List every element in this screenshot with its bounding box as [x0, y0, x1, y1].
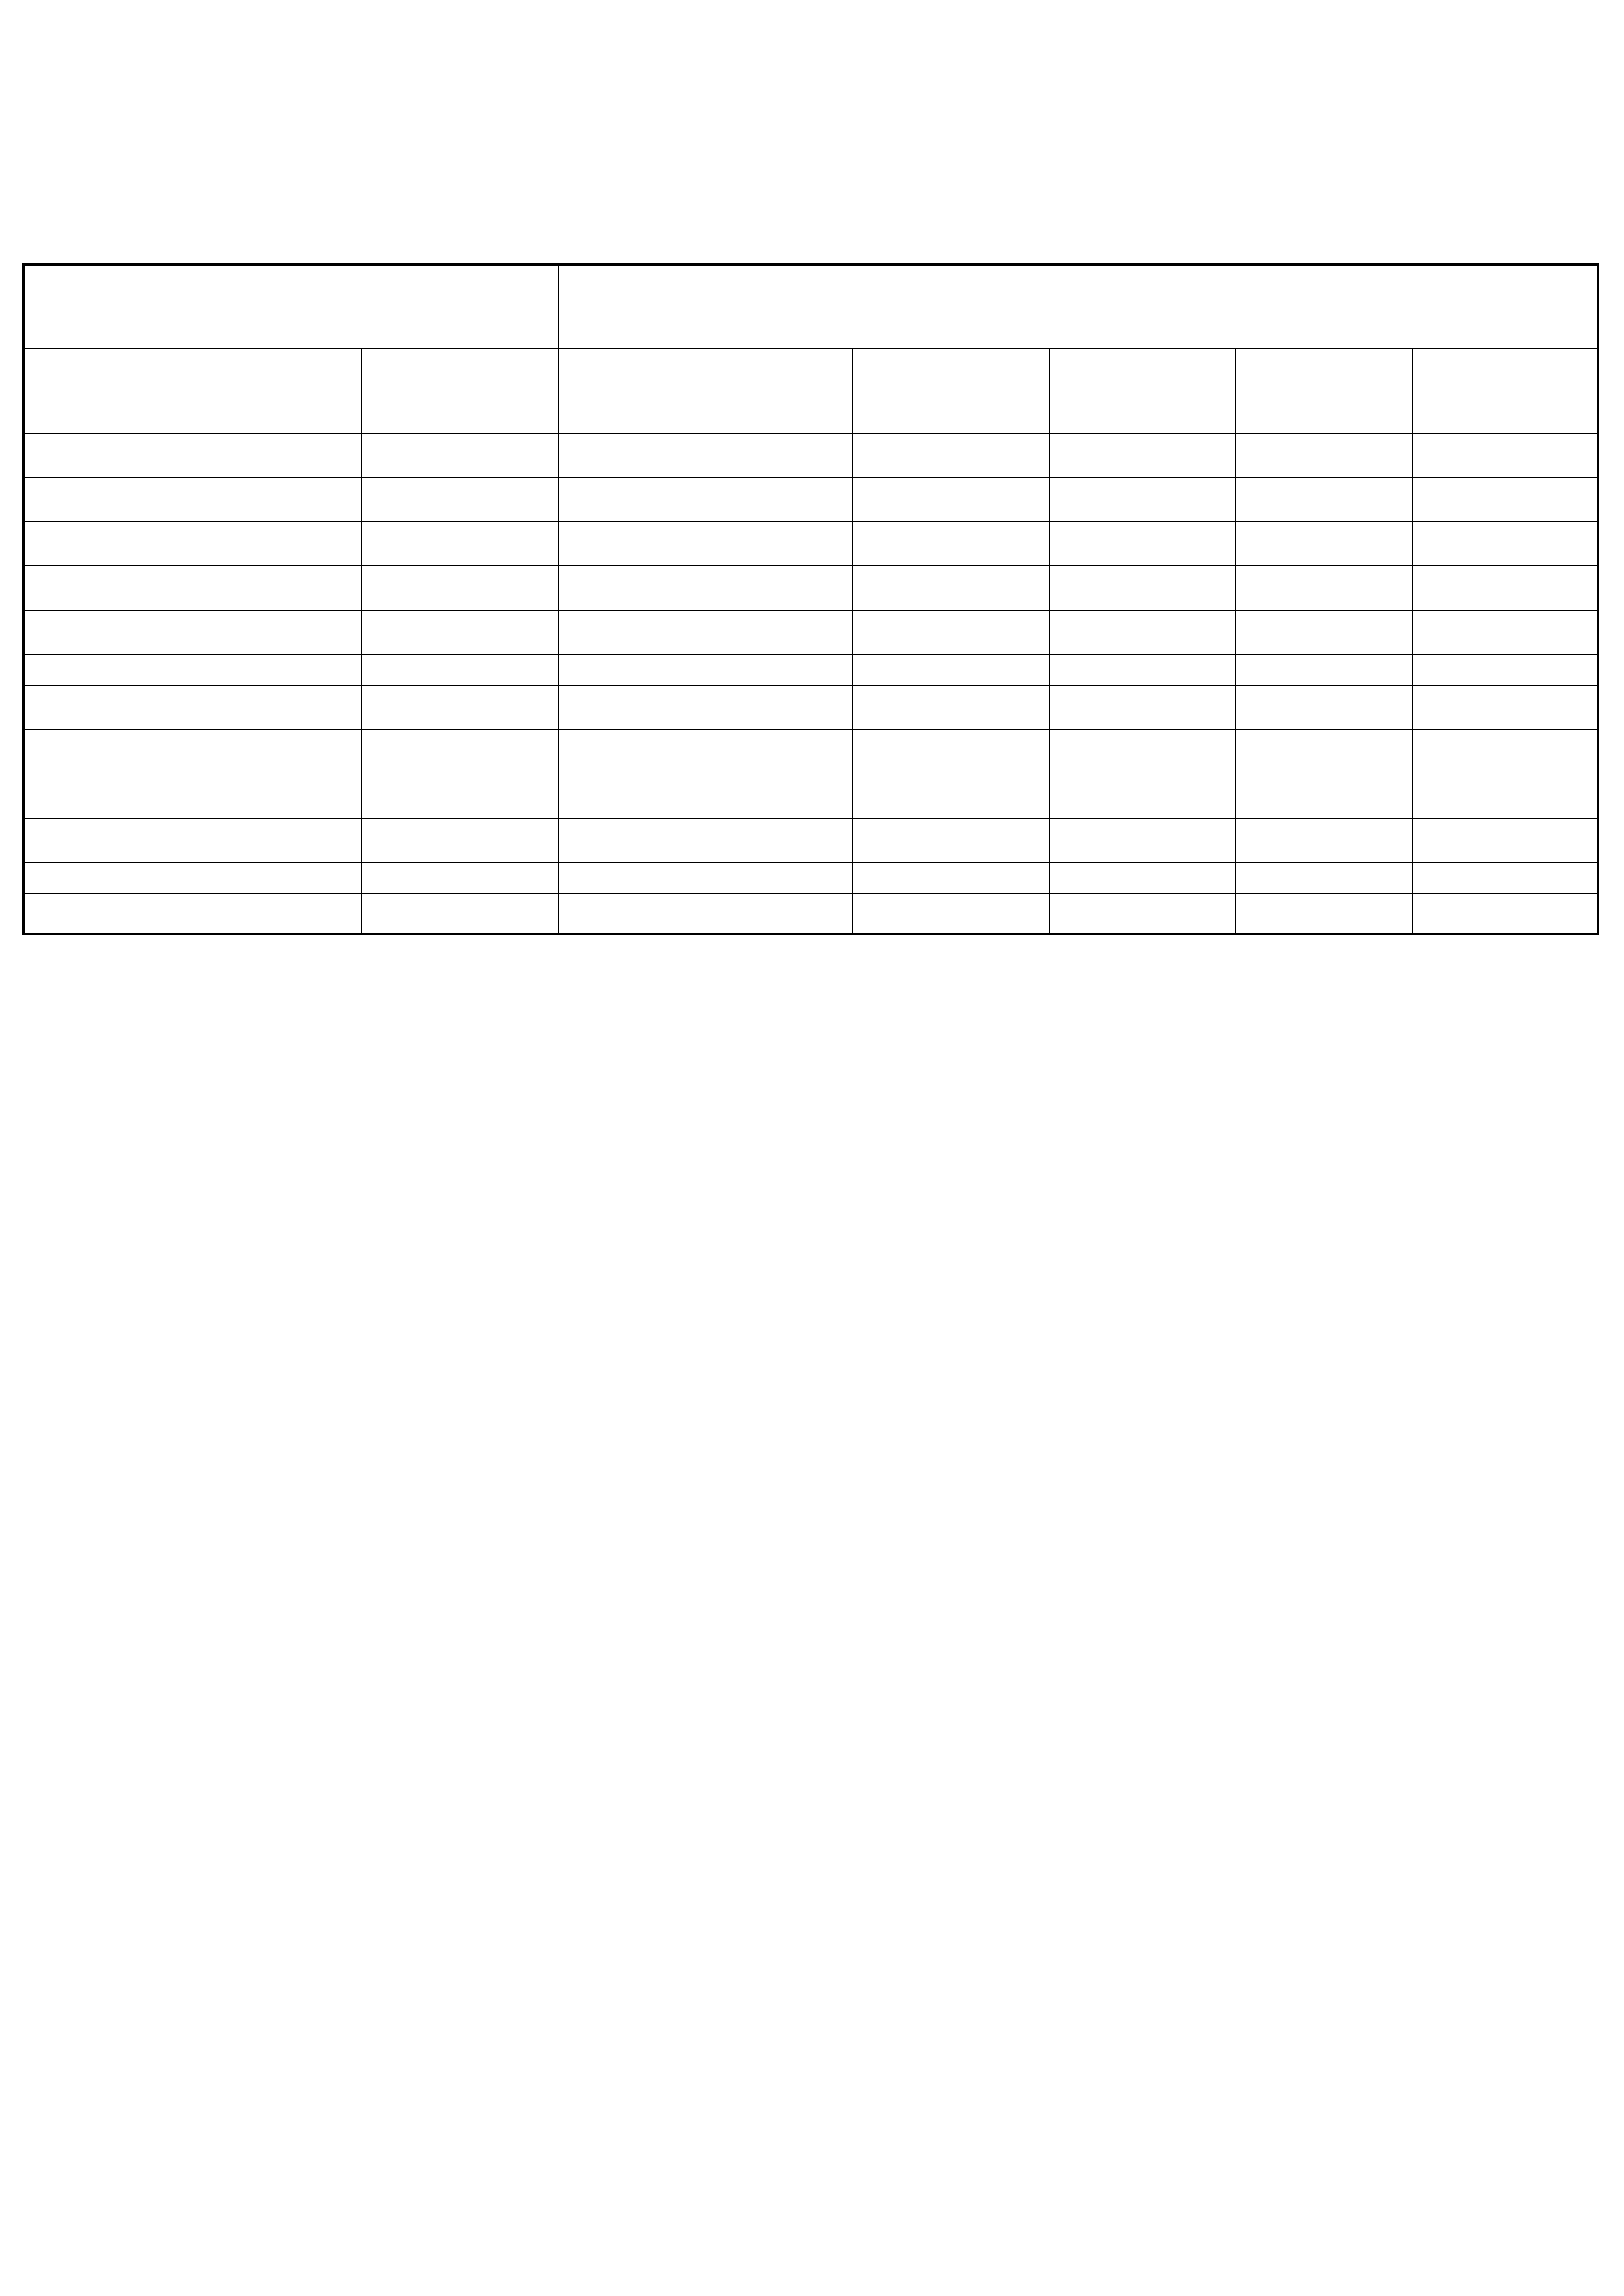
general-budget-cell: [1050, 863, 1236, 894]
fund-budget-cell: [1236, 655, 1413, 686]
expense-total-cell: [853, 655, 1050, 686]
state-capital-cell: [1413, 434, 1598, 478]
income-item-cell: [24, 655, 362, 686]
expense-item-cell: [559, 655, 853, 686]
fund-budget-cell: [1236, 774, 1413, 819]
fund-budget-column-header: [1236, 349, 1413, 434]
fund-budget-cell: [1236, 730, 1413, 774]
fund-budget-cell: [1236, 686, 1413, 730]
expense-total-cell: [853, 819, 1050, 863]
budget-summary-table: [22, 263, 1599, 935]
state-capital-cell: [1413, 655, 1598, 686]
expense-total-cell: [853, 566, 1050, 611]
income-item-cell: [24, 774, 362, 819]
expense-item-cell: [559, 819, 853, 863]
income-budget-cell: [362, 819, 559, 863]
income-budget-cell: [362, 434, 559, 478]
expense-item-cell: [559, 434, 853, 478]
expense-item-cell: [559, 894, 853, 934]
income-item-cell: [24, 894, 362, 934]
income-budget-cell: [362, 863, 559, 894]
expense-total-cell: [853, 730, 1050, 774]
expense-item-cell: [559, 863, 853, 894]
general-budget-cell: [1050, 686, 1236, 730]
general-budget-cell: [1050, 774, 1236, 819]
table-row: [24, 730, 1598, 774]
income-item-cell: [24, 819, 362, 863]
expense-item-cell: [559, 566, 853, 611]
general-budget-column-header: [1050, 349, 1236, 434]
expense-item-column-header: [559, 349, 853, 434]
expense-item-cell: [559, 478, 853, 522]
state-capital-cell: [1413, 819, 1598, 863]
expense-item-cell: [559, 611, 853, 655]
state-capital-cell: [1413, 566, 1598, 611]
general-budget-cell: [1050, 611, 1236, 655]
general-budget-cell: [1050, 730, 1236, 774]
income-budget-cell: [362, 894, 559, 934]
income-budget-cell: [362, 774, 559, 819]
table-row: [24, 478, 1598, 522]
income-item-cell: [24, 730, 362, 774]
general-budget-cell: [1050, 434, 1236, 478]
expense-group-header: [559, 265, 1598, 349]
income-budget-cell: [362, 686, 559, 730]
fund-budget-cell: [1236, 819, 1413, 863]
expense-total-cell: [853, 863, 1050, 894]
table-group-header-row: [24, 265, 1598, 349]
state-capital-budget-column-header: [1413, 349, 1598, 434]
expense-item-cell: [559, 686, 853, 730]
income-item-cell: [24, 863, 362, 894]
general-budget-cell: [1050, 894, 1236, 934]
state-capital-cell: [1413, 478, 1598, 522]
income-item-cell: [24, 611, 362, 655]
income-budget-cell: [362, 730, 559, 774]
fund-budget-cell: [1236, 522, 1413, 566]
table-column-header-row: [24, 349, 1598, 434]
expense-total-column-header: [853, 349, 1050, 434]
table-row: [24, 611, 1598, 655]
state-capital-cell: [1413, 730, 1598, 774]
expense-total-cell: [853, 522, 1050, 566]
table-row: [24, 863, 1598, 894]
general-budget-cell: [1050, 522, 1236, 566]
state-capital-cell: [1413, 863, 1598, 894]
income-item-cell: [24, 686, 362, 730]
expense-total-cell: [853, 434, 1050, 478]
income-budget-cell: [362, 611, 559, 655]
general-budget-cell: [1050, 655, 1236, 686]
table-row: [24, 522, 1598, 566]
expense-total-cell: [853, 478, 1050, 522]
state-capital-cell: [1413, 686, 1598, 730]
income-item-cell: [24, 522, 362, 566]
income-item-cell: [24, 478, 362, 522]
fund-budget-cell: [1236, 611, 1413, 655]
fund-budget-cell: [1236, 566, 1413, 611]
expense-total-cell: [853, 686, 1050, 730]
expense-item-cell: [559, 774, 853, 819]
table-row: [24, 434, 1598, 478]
state-capital-cell: [1413, 894, 1598, 934]
income-budget-cell: [362, 566, 559, 611]
table-row: [24, 655, 1598, 686]
fund-budget-cell: [1236, 863, 1413, 894]
income-budget-cell: [362, 655, 559, 686]
expense-total-cell: [853, 894, 1050, 934]
table-row: [24, 774, 1598, 819]
income-budget-cell: [362, 478, 559, 522]
state-capital-cell: [1413, 522, 1598, 566]
table-row: [24, 686, 1598, 730]
general-budget-cell: [1050, 566, 1236, 611]
fund-budget-cell: [1236, 894, 1413, 934]
income-item-cell: [24, 434, 362, 478]
fund-budget-cell: [1236, 434, 1413, 478]
income-group-header: [24, 265, 559, 349]
income-item-cell: [24, 566, 362, 611]
table-row: [24, 566, 1598, 611]
expense-item-cell: [559, 730, 853, 774]
expense-total-cell: [853, 774, 1050, 819]
fund-budget-cell: [1236, 478, 1413, 522]
expense-total-cell: [853, 611, 1050, 655]
income-item-column-header: [24, 349, 362, 434]
general-budget-cell: [1050, 478, 1236, 522]
income-budget-column-header: [362, 349, 559, 434]
general-budget-cell: [1050, 819, 1236, 863]
income-budget-cell: [362, 522, 559, 566]
table-row: [24, 894, 1598, 934]
state-capital-cell: [1413, 611, 1598, 655]
state-capital-cell: [1413, 774, 1598, 819]
expense-item-cell: [559, 522, 853, 566]
table-row: [24, 819, 1598, 863]
